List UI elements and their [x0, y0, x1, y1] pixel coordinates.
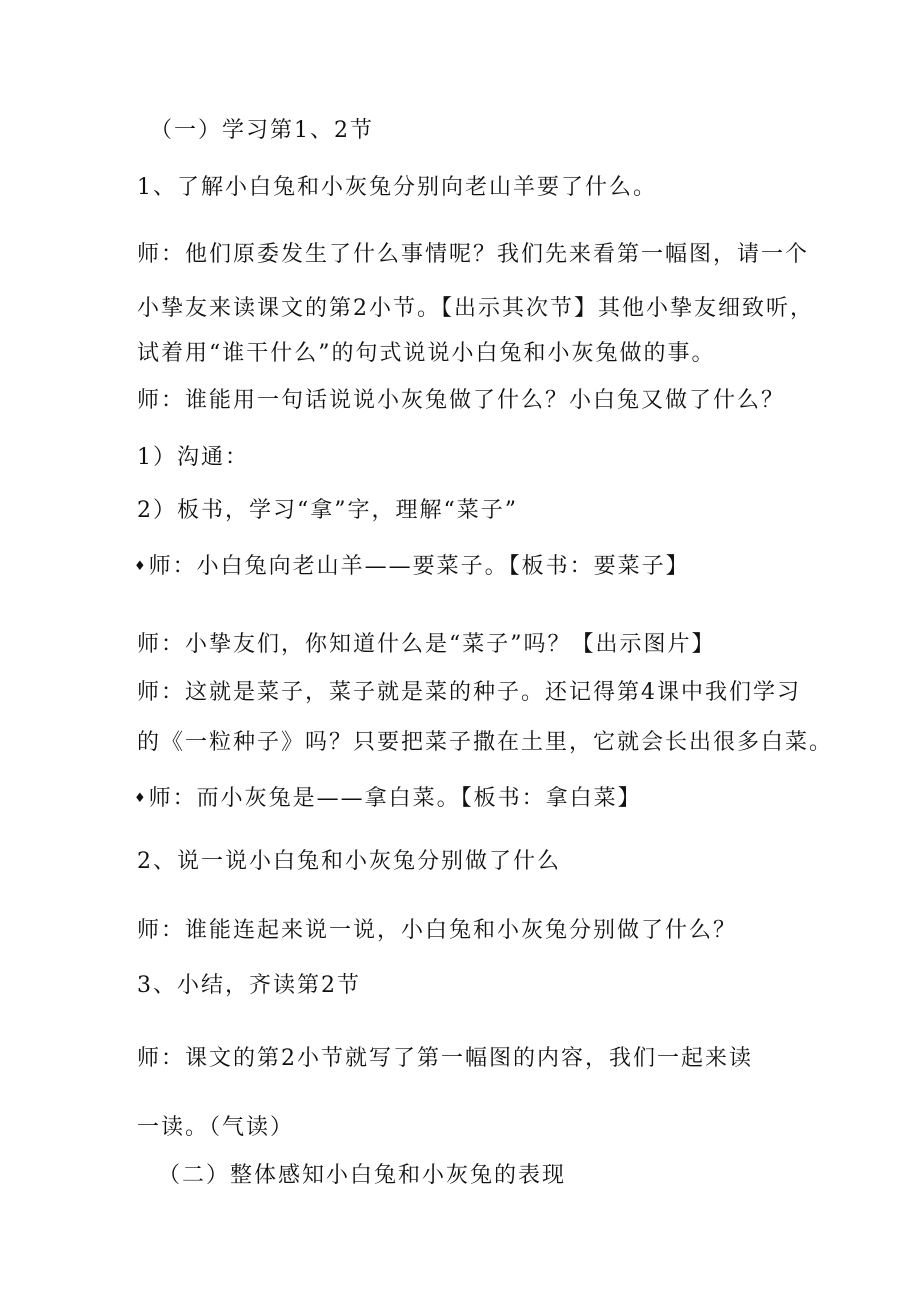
paragraph-line: 师：他们原委发生了什么事情呢？我们先来看第一幅图，请一个: [137, 242, 810, 267]
paragraph-line: 试着用“谁干什么”的句式说说小白兔和小灰兔做的事。: [137, 341, 716, 366]
section-heading-1: （一）学习第1、2节: [150, 118, 374, 143]
bullet-line: [134, 785, 642, 813]
paragraph-line: 师：小挚友们，你知道什么是“菜子”吗？【出示图片】: [137, 632, 716, 657]
bullet-text: 师：而小灰兔是——拿白菜。【板书：拿白菜】: [148, 786, 642, 811]
paragraph-line: 的《一粒种子》吗？只要把菜子撒在土里，它就会长出很多白菜。: [137, 730, 834, 755]
diamond-bullet-icon: ♦: [134, 559, 148, 574]
paragraph-line: 一读。（气读）: [137, 1115, 295, 1140]
bullet-text: 师：小白兔向老山羊——要菜子。【板书：要菜子】: [148, 554, 690, 579]
diamond-bullet-icon: ♦: [134, 791, 148, 806]
paragraph-line: 师：谁能连起来说一说，小白兔和小灰兔分别做了什么？: [137, 918, 738, 943]
paragraph-line: 师：课文的第2小节就写了第一幅图的内容，我们一起来读: [137, 1046, 753, 1071]
bullet-line: [134, 553, 690, 581]
subitem-line: 2）板书，学习“拿”字，理解“菜子”: [137, 498, 518, 523]
subitem-line: 1）沟通：: [137, 445, 249, 470]
paragraph-line: 师：谁能用一句话说说小灰兔做了什么？小白兔又做了什么？: [137, 388, 786, 413]
item-heading-3: 3、小结，齐读第2节: [137, 973, 361, 998]
item-heading-2: 2、说一说小白兔和小灰兔分别做了什么: [137, 849, 561, 874]
paragraph-line: 小挚友来读课文的第2小节。【出示其次节】其他小挚友细致听，: [137, 296, 814, 321]
section-heading-2: （二）整体感知小白兔和小灰兔的表现: [158, 1163, 567, 1188]
paragraph-line: 师：这就是菜子，菜子就是菜的种子。还记得第4课中我们学习: [137, 680, 801, 705]
item-heading-1: 1、了解小白兔和小灰兔分别向老山羊要了什么。: [137, 175, 657, 200]
